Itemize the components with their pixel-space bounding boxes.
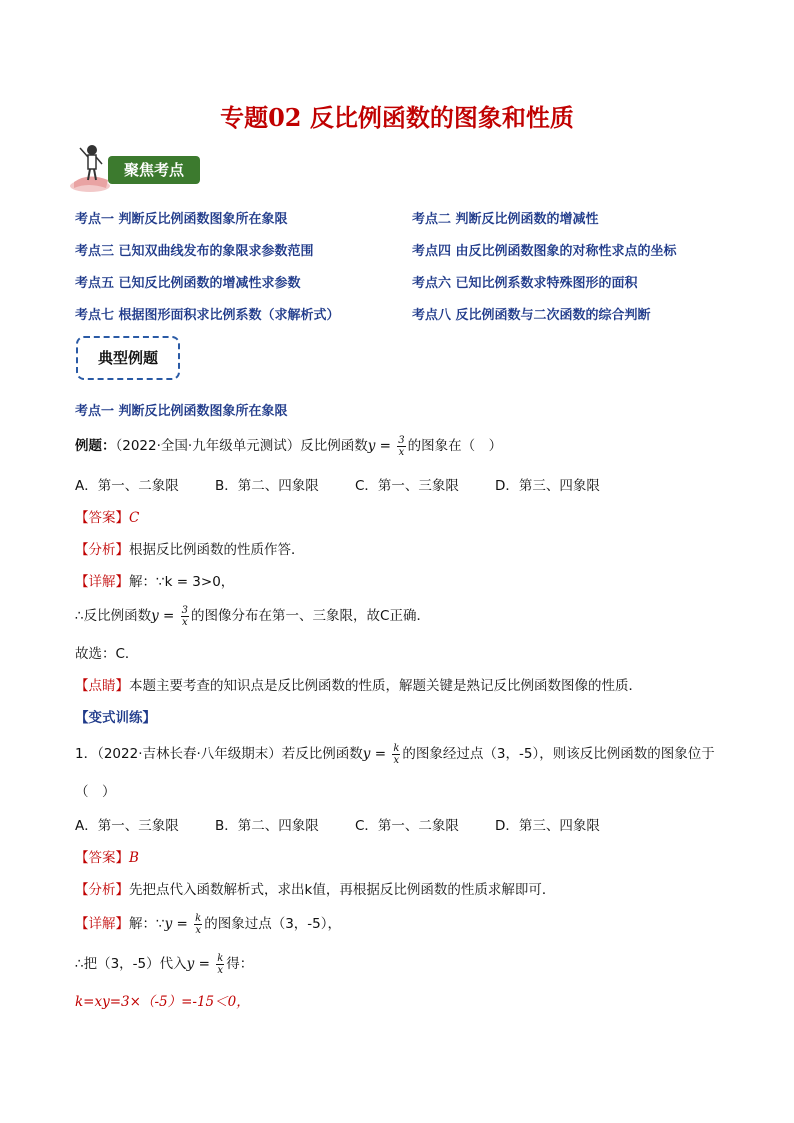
detail-tag: 【详解】 — [75, 574, 129, 590]
variant-detail-2 — [75, 952, 253, 976]
formula-y: y — [367, 438, 376, 454]
variant-detail-1 — [75, 912, 341, 936]
fraction-3-over-x-2 — [181, 605, 189, 628]
frac-num-3: k — [393, 742, 400, 754]
v-detail-1a: 解：∵ — [129, 916, 165, 932]
formula-y-2: y — [151, 608, 159, 624]
topic-1[interactable]: 考点一 判断反比例函数图象所在象限 — [75, 212, 288, 227]
page-title: 专题02 反比例函数的图象和性质 — [220, 103, 574, 132]
formula-eq-5: = — [194, 956, 215, 972]
variant-options — [75, 814, 635, 834]
formula-eq-2: = — [158, 608, 179, 624]
example-lead: 例题： — [75, 438, 116, 454]
frac-den-2: x — [182, 616, 188, 628]
section-topic: 考点一 判断反比例函数图象所在象限 — [75, 404, 288, 419]
fraction-k-over-x-3 — [216, 953, 224, 976]
frac-den-4: x — [195, 924, 201, 936]
topic-6[interactable]: 考点六 已知比例系数求特殊图形的面积 — [412, 276, 638, 291]
v-option-a[interactable]: A．第一、三象限 — [75, 818, 179, 834]
example-comment — [75, 674, 642, 694]
comment-tag: 【点睛】 — [75, 678, 129, 694]
frac-den-5: x — [217, 964, 224, 976]
frac-num: 3 — [398, 434, 405, 446]
variant-question — [75, 742, 715, 766]
v-analysis-tag: 【分析】 — [75, 882, 129, 898]
detail-2a: ∴反比例函数 — [75, 608, 152, 624]
example-answer — [75, 506, 139, 526]
answer-value: C — [129, 510, 140, 526]
v-analysis-text: 先把点代入函数解析式，求出k值，再根据反比例函数的性质求解即可． — [129, 882, 556, 898]
topic-2[interactable]: 考点二 判断反比例函数的增减性 — [412, 212, 599, 227]
formula-y-3: y — [362, 746, 371, 762]
variant-answer — [75, 846, 139, 866]
example-detail-2 — [75, 604, 430, 628]
example-analysis — [75, 538, 305, 558]
example-source: （2022·全国·九年级单元测试）反比例函数 — [115, 438, 368, 454]
v-detail-2a: ∴把（3，-5）代入 — [75, 956, 187, 972]
formula-y-5: y — [186, 956, 195, 972]
topic-banner — [68, 142, 203, 194]
v-option-c[interactable]: C．第一、二象限 — [355, 818, 459, 834]
example-options — [75, 474, 635, 494]
fraction-3-over-x — [397, 435, 405, 458]
option-b[interactable]: B．第二、四象限 — [215, 478, 319, 494]
variant-analysis — [75, 878, 555, 898]
banner-label: 聚焦考点 — [108, 156, 200, 184]
variant-tag: 【变式训练】 — [75, 710, 156, 726]
answer-tag: 【答案】 — [75, 510, 129, 526]
v-detail-1b: 的图象过点（3，-5）， — [204, 916, 342, 932]
detail-line-1: 解：∵k = 3>0， — [129, 574, 235, 590]
analysis-tag: 【分析】 — [75, 542, 129, 558]
formula-eq-4: = — [172, 916, 193, 932]
option-c[interactable]: C．第一、三象限 — [355, 478, 459, 494]
topic-5[interactable]: 考点五 已知反比例函数的增减性求参数 — [75, 276, 301, 291]
q1-part-b: 的图象经过点（3，-5），则该反比例函数的图象位于 — [402, 746, 715, 762]
v-option-b[interactable]: B．第二、四象限 — [215, 818, 319, 834]
formula-eq-3: = — [370, 746, 391, 762]
fraction-k-over-x-2 — [194, 913, 202, 936]
detail-2b: 的图像分布在第一、三象限，故C正确． — [191, 608, 430, 624]
v-option-d[interactable]: D．第三、四象限 — [495, 818, 600, 834]
topic-4[interactable]: 考点四 由反比例函数图象的对称性求点的坐标 — [412, 244, 677, 259]
option-a[interactable]: A．第一、二象限 — [75, 478, 179, 494]
v-answer-value: B — [129, 850, 139, 866]
comment-text: 本题主要考查的知识点是反比例函数的性质，解题关键是熟记反比例函数图像的性质． — [129, 678, 642, 694]
variant-detail-3: k=xy=3×（-5）=-15＜0， — [75, 994, 250, 1010]
q1-part-c: （ ） — [75, 784, 116, 800]
analysis-text: 根据反比例函数的性质作答． — [129, 542, 305, 558]
topic-3[interactable]: 考点三 已知双曲线发布的象限求参数范围 — [75, 244, 314, 259]
frac-den-3: x — [393, 754, 400, 766]
option-d[interactable]: D．第三、四象限 — [495, 478, 600, 494]
frac-num-2: 3 — [181, 604, 189, 616]
topic-7[interactable]: 考点七 根据图形面积求比例系数（求解析式） — [75, 308, 340, 323]
section-box: 典型例题 — [76, 336, 180, 380]
formula-eq: = — [375, 438, 396, 454]
example-conclude: 故选：C． — [75, 646, 139, 662]
example-detail — [75, 570, 234, 590]
fraction-k-over-x — [392, 743, 400, 766]
v-detail-tag: 【详解】 — [75, 916, 129, 932]
frac-num-4: k — [195, 912, 202, 924]
frac-num-5: k — [217, 952, 224, 964]
example-question — [75, 434, 502, 458]
v-detail-2b: 得： — [226, 956, 254, 972]
formula-y-4: y — [164, 916, 173, 932]
example-tail: 的图象在（ ） — [407, 438, 503, 454]
q1-part-a: 1．（2022·吉林长春·八年级期末）若反比例函数 — [75, 746, 363, 762]
frac-den: x — [398, 446, 405, 458]
v-answer-tag: 【答案】 — [75, 850, 129, 866]
topic-8[interactable]: 考点八 反比例函数与二次函数的综合判断 — [412, 308, 651, 323]
